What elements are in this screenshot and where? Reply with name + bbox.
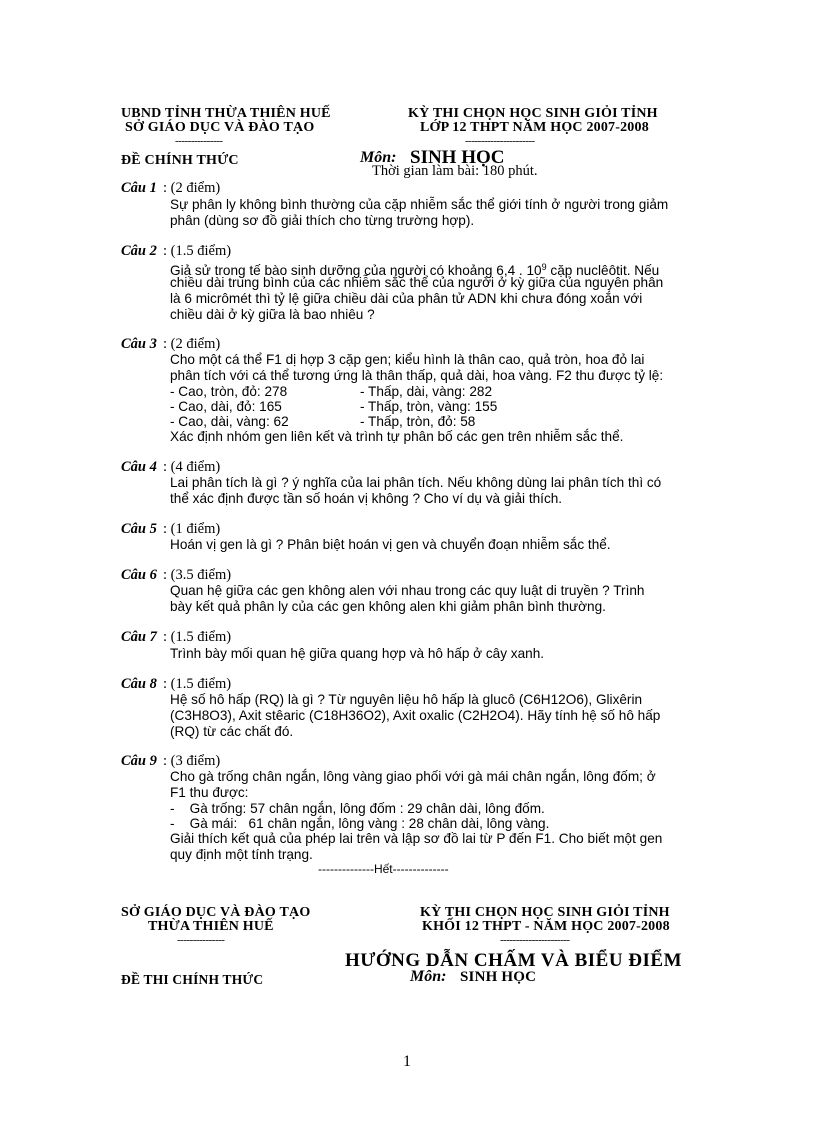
question-points: : (4 điểm): [163, 459, 221, 475]
question-text: Hệ số hô hấp (RQ) là gì ? Từ nguyên liệu hô hấp là glucô (C6H12O6), Glixêrin: [170, 692, 643, 707]
question-text: thể xác định được tần số hoán vị không ? Cho ví dụ và giải thích.: [170, 491, 563, 506]
official-label: ĐỀ THI CHÍNH THỨC: [121, 972, 264, 987]
time-limit: Thời gian làm bài: 180 phút.: [372, 163, 538, 179]
question-text: (C3H8O3), Axit stêaric (C18H36O2), Axit oxalic (C2H2O4). Hãy tính hệ số hô hấp: [170, 708, 661, 723]
question-label: Câu 1: [121, 180, 157, 196]
question-text: Sự phân ly không bình thường của cặp nhiễm sắc thể giới tính ở người trong giảm: [170, 197, 669, 212]
page-number: 1: [403, 1053, 411, 1070]
question-points: : (1.5 điểm): [163, 629, 232, 645]
subject-name: SINH HỌC: [410, 147, 505, 168]
ratio-item: - Cao, tròn, đỏ: 278: [170, 384, 288, 399]
official-label: ĐỀ CHÍNH THỨC: [121, 153, 239, 168]
question-text: chiều dài trung bình của các nhiễm sắc thể của người ở kỳ giữa của nguyên phân: [170, 275, 664, 290]
question-text: phân (dùng sơ đồ giải thích cho từng trường hợp).: [170, 213, 475, 228]
question-text: là 6 micrômét thì tỷ lệ giữa chiều dài của phân tử ADN khi chưa đóng xoắn với: [170, 291, 643, 306]
exam-title: KỲ THI CHỌN HỌC SINH GIỎI TỈNH: [420, 905, 670, 920]
question-text: Cho một cá thể F1 dị hợp 3 cặp gen; kiểu hình là thân cao, quả tròn, hoa đỏ lai: [170, 352, 645, 367]
question-text: Hoán vị gen là gì ? Phân biệt hoán vị gen và chuyển đoạn nhiễm sắc thể.: [170, 537, 611, 552]
question-points: : (1.5 điểm): [163, 676, 232, 692]
question-text: (RQ) từ các chất đó.: [170, 724, 294, 739]
subject-label: Môn:: [360, 149, 397, 166]
question-text: bày kết quả phân ly của các gen không alen khi giảm phân bình thường.: [170, 599, 606, 614]
ratio-item: - Cao, dài, đỏ: 165: [170, 399, 282, 414]
question-label: Câu 3: [121, 336, 157, 352]
question-text: Cho gà trống chân ngắn, lông vàng giao phối với gà mái chân ngắn, lông đốm; ở: [170, 769, 656, 784]
question-label: Câu 7: [121, 629, 157, 645]
divider: ---------------: [177, 934, 225, 946]
end-mark: --------------Hết--------------: [318, 862, 449, 876]
question-label: Câu 2: [121, 243, 157, 259]
question-text: Giả sử trong tế bào sinh dưỡng của người có khoảng 6,4 . $10^9$ cặp nuclêôtit. Nếu: [170, 262, 660, 278]
ratio-item: - Cao, dài, vàng: 62: [170, 414, 289, 429]
question-text: phân tích với cá thể tương ứng là thân thấp, quả dài, hoa vàng. F2 thu được tỷ lệ:: [170, 368, 664, 383]
question-text: Quan hệ giữa các gen không alen với nhau trong các quy luật di truyền ? Trình: [170, 583, 645, 598]
question-points: : (1.5 điểm): [163, 243, 232, 259]
exam-year: KHỐI 12 THPT - NĂM HỌC 2007-2008: [422, 919, 670, 934]
question-points: : (2 điểm): [163, 180, 221, 196]
question-label: Câu 9: [121, 753, 157, 769]
question-points: : (3.5 điểm): [163, 567, 232, 583]
divider: ----------------------: [465, 135, 535, 147]
question-text: quy định một tính trạng.: [170, 847, 313, 862]
question-text: chiều dài ở kỳ giữa là bao nhiêu ?: [170, 307, 375, 322]
question-label: Câu 5: [121, 521, 157, 537]
question-label: Câu 4: [121, 459, 157, 475]
department-name: SỞ GIÁO DỤC VÀ ĐÀO TẠO: [121, 905, 311, 920]
question-text: - Gà trống: 57 chân ngắn, lông đốm : 29 chân dài, lông đốm.: [170, 801, 545, 816]
question-text: Xác định nhóm gen liên kết và trình tự phân bố các gen trên nhiễm sắc thể.: [170, 429, 624, 444]
subject-label: Môn:: [410, 968, 447, 985]
question-label: Câu 8: [121, 676, 157, 692]
question-points: : (3 điểm): [163, 753, 221, 769]
ratio-item: - Thấp, tròn, đỏ: 58: [360, 414, 476, 429]
province-name: THỪA THIÊN HUẾ: [148, 919, 274, 934]
ratio-item: - Thấp, dài, vàng: 282: [360, 384, 493, 399]
divider: ----------------------: [500, 934, 570, 946]
subject-name: SINH HỌC: [460, 969, 537, 985]
divider: ---------------: [175, 135, 223, 147]
agency-name: UBND TỈNH THỪA THIÊN HUẾ: [121, 106, 331, 121]
exam-year: LỚP 12 THPT NĂM HỌC 2007-2008: [420, 120, 649, 135]
question-text: Lai phân tích là gì ? ý nghĩa của lai phân tích. Nếu không dùng lai phân tích thì có: [170, 475, 662, 490]
department-name: SỞ GIÁO DỤC VÀ ĐÀO TẠO: [125, 120, 315, 135]
question-text: F1 thu được:: [170, 785, 249, 800]
ratio-item: - Thấp, tròn, vàng: 155: [360, 399, 498, 414]
question-points: : (2 điểm): [163, 336, 221, 352]
guide-title: HƯỚNG DẪN CHẤM VÀ BIỂU ĐIỂM: [345, 950, 683, 971]
question-text: Giải thích kết quả của phép lai trên và lập sơ đồ lai từ P đến F1. Cho biết một gen: [170, 831, 663, 846]
question-points: : (1 điểm): [163, 521, 221, 537]
question-label: Câu 6: [121, 567, 157, 583]
question-text: - Gà mái: 61 chân ngắn, lông vàng : 28 chân dài, lông vàng.: [170, 816, 550, 831]
exam-title: KỲ THI CHỌN HỌC SINH GIỎI TỈNH: [408, 106, 658, 121]
question-text: Trình bày mối quan hệ giữa quang hợp và hô hấp ở cây xanh.: [170, 646, 545, 661]
